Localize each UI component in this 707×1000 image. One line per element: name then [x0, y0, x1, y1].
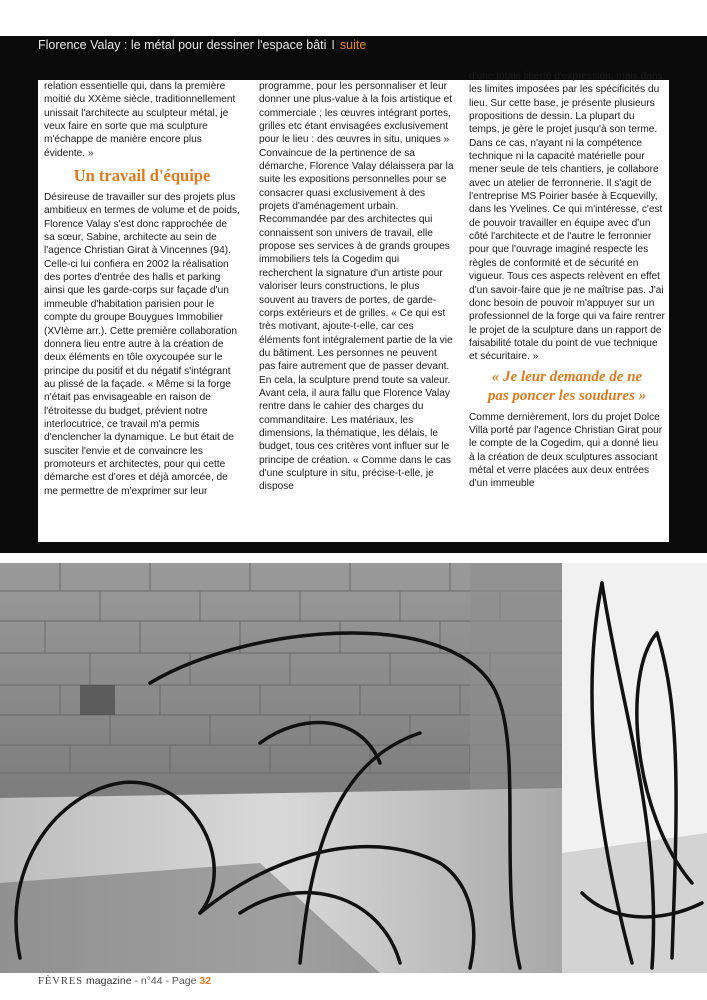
column3-paragraph-1: d'une totale liberté d'expression, mais dans les limites imposées par les spécificités du lieu. Sur cette base, je présente plusieurs propositions de dessin. La plupart du temps, je gère le projet jusqu'à son terme. Dans ce cas, n'ayant ni la compétence technique ni la capacité matérielle pour mener seule de tels chantiers, je collabore avec un atelier de ferronnerie. Il s'agit de l'entreprise MS Poirier basée à Ecquevilly, dans les Yvelines. Ce qui m'intéresse, c'est de pouvoir travailler en équipe avec d'un côté l'architecte et de l'autre le ferronnier pour que l'ouvrage imaginé respecte les règles de conformité et de sécurité en vigueur. Tous ces aspects relèvent en effet d'un savoir-faire que je ne maîtrise pas. J'ai donc besoin de pouvoir m'appuyer sur un professionnel de la forge qui va faire rentrer le projet de la sculpture dans un rapport de faisabilité totale du point de vue technique et sécuritaire. »	[469, 71, 665, 363]
footer-page-number: 32	[199, 975, 212, 987]
pull-quote-heading	[469, 368, 665, 406]
sculpture-photo-drawing	[0, 563, 562, 973]
sculpture-photo-studio	[562, 563, 707, 973]
pull-quote-line-2: pas poncer les soudures »	[487, 387, 647, 404]
running-header-suite: suite	[339, 38, 367, 52]
article-column-2	[259, 80, 455, 494]
article-column-3	[469, 70, 665, 491]
column2-paragraph-1: programme, pour les personnaliser et leur donner une plus-value à la fois artistique et commerciale ; les œuvres intégrant portes, grilles etc étant envisagées exclusivement pour le lieu : des œuvres in situ, uniques » Convaincue de la pertinence de sa démarche, Florence Valay délaissera par la suite les expositions personnelles pour se consacrer quasi exclusivement à des projets d'aménagement urbain. Recommandée par des architectes qui connaissent son univers de travail, elle propose ses services à de grands groupes immobiliers tels la Cogedim qui recherchent la signature d'un artiste pour valoriser leurs constructions, le plus souvent au travers de portes, de garde-corps extérieurs et de grilles. « Ce qui est très motivant, ajoute-t-elle, car ces éléments font intégralement partie de la vie du bâtiment. Les personnes ne peuvent pas faire autrement que de passer devant. En cela, la sculpture prend toute sa valeur. Avant cela, il aura fallu que Florence Valay rentre dans le cahier des charges du commanditaire. Les matériaux, les dimensions, la thématique, les délais, le budget, tous ces critères vont influer sur le principe de création. « Comme dans le cas d'une sculpture in situ, précise-t-elle, je dispose	[259, 81, 454, 493]
section-heading: Un travail d'équipe	[73, 166, 211, 186]
column3-paragraph-2: Comme dernièrement, lors du projet Dolce Villa porté par l'agence Christian Girat pour le compte de la Cogedim, qui a donné lieu à la création de deux sculptures associant métal et verre placées aux deux entrées d'un immeuble	[469, 411, 663, 490]
studio-photo-drawing	[562, 563, 707, 973]
pull-quote-line-1: « Je leur demande de ne	[491, 368, 643, 385]
footer-issue: - n°44 - Page	[134, 975, 197, 987]
footer-brand: FÈVRES	[38, 976, 84, 987]
page-footer	[38, 975, 211, 987]
column1-paragraph-1: relation essentielle qui, dans la première moitié du XXème siècle, traditionnellement unissait l'architecte au sculpteur métal, je veux faire en sorte que ma sculpture m'échappe de manière encore plus évidente. »	[44, 81, 236, 159]
running-header	[38, 38, 366, 52]
running-header-separator: I	[331, 38, 335, 52]
article-column-1	[44, 80, 240, 498]
sculpture-photo-stone-wall	[0, 563, 562, 973]
column1-paragraph-2: Désireuse de travailler sur des projets plus ambitieux en termes de volume et de poids, Florence Valay s'est donc rapprochée de sa sœur, Sabine, architecte au sein de l'agence Christian Girat à Vincennes (94). Celle-ci lui confiera en 2002 la réalisation des portes d'entrée des halls et parking ainsi que les garde-corps sur façade d'un immeuble d'habitation parisien pour le compte du groupe Bouygues Immobilier (XVIème arr.). Cette première collaboration donnera lieu entre autre à la création de deux éléments en tôle oxycoupée sur le principe du positif et du négatif s'intégrant au plissé de la façade. « Même si la forge n'était pas envisageable en raison de l'étroitesse du budget, prévient notre interlocutrice, ce travail m'a permis d'enclencher la dynamique. Le but était de susciter l'envie et de convaincre les promoteurs et architectes, pour qui cette démarche est d'ores et déjà amorcée, de me permettre de m'exprimer sur leur	[44, 192, 240, 497]
running-header-title: Florence Valay : le métal pour dessiner l'espace bâti	[38, 38, 327, 52]
top-margin	[0, 0, 707, 36]
footer-magazine: magazine	[86, 975, 132, 987]
article-text-sheet	[38, 71, 669, 542]
